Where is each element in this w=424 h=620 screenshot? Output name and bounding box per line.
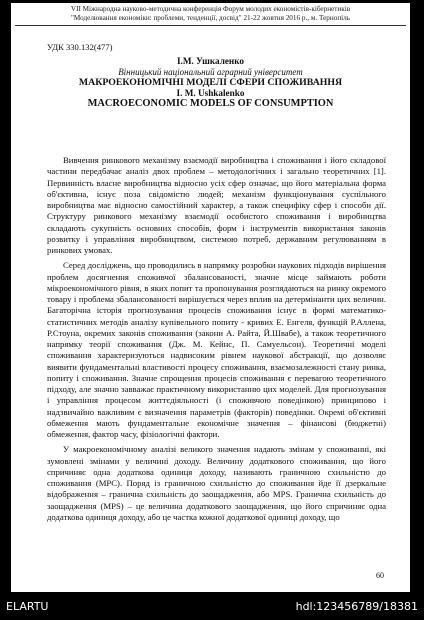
title-block — [47, 56, 374, 110]
institution: Вінницький національний аграрний університет — [118, 66, 303, 77]
author-en: I. M. Ushkalenko — [176, 88, 245, 99]
header-line-1: VII Міжнародна науково-методична конференція Форум молодих економістів-кібернетиків — [70, 5, 351, 13]
paragraph-2: Серед досліджень, що проводились в напрямку розробки наукових підходів вирішення проблем досягнення споживчої збалансованості, значне місце займають роботи мікроекономічного рівня, в яких попит та пропонування розглядаються на ринку окремого товару і проблема збалансованості вирішується через вплив на детермінанти цих величин. Багаторічна історія прогнозування процесів споживання існує в формі математико-статистичних методів аналізу купівельного попиту - кривих Е. Енгеля, функцій Р.Аллена, Р.Стоуна, окремих законів споживання (закони А. Райта, Й.Швабе), а також теоретичного напрямку теорії споживання (Дж. М. Кейнс, П. Самуельсон). Теоретичні моделі споживання характеризуються надвисоким рівнем наукової абстракції, що дозволяє виявити фундаментальні властивості процесу споживання, взаємозалежності стану ринка, попиту і споживання. Значне спрощення процесів споживання є перевагою теоретичного підходу, але значно завважає практичному використанню цих моделей. Для прогнозування і управління процесом життєдіяльності (і споживчою поведінкою) принципово і надзвичайно важливим є визначення параметрів (факторів) поведінки. Окремі об'єктивні обмеження мають фундаментальне економічне значення – фінансові (бюджетні) обмеження, фактор часу, фізіологічні фактори. — [47, 260, 386, 439]
author-ua: І.М. Ушкаленко — [176, 56, 244, 66]
article-body — [47, 155, 386, 523]
header-divider — [15, 25, 406, 26]
title-ua: МАКРОЕКОНОМІЧНІ МОДЕЛІ СФЕРИ СПОЖИВАННЯ — [78, 76, 343, 88]
handle-id: hdl:123456789/18381 — [295, 600, 418, 613]
document-page — [11, 3, 410, 592]
paragraph-1: Вивчення ринкового механізму взаємодії виробництва і споживання і його складової частини передбачає аналіз двох проблем – методологічних і загально теоретичних [1]. Первинність власне виробництва відносно усіх сфер означає, що його матеріальна форма об'єктивна, існує поза свідомістю людей; механізм функціонування суспільного виробництва має відносно самостійний характер, а також специфіку сфер і способи дії. Структуру ринкового механізму взаємодії особистого споживання і виробництва складають сукупність основних способів, форм і інструментів використання законів розвитку і управління виробництвом, системою потреб, державним регулюванням в ринкових умовах. — [47, 155, 386, 255]
conference-header — [11, 5, 410, 22]
repository-name: ELARTU — [6, 600, 49, 613]
header-line-2: "Моделювання економіки: проблеми, тенденції, досвід" 21-22 жовтня 2016 р., м. Тернопіль — [70, 13, 351, 22]
paragraph-3: У макроекономічному аналізі великого значення надають змінам у споживанні, які зумовлені змінами у величині доходу. Величину додаткового споживання, що його спричиняє одна додаткова одиниця доходу, називають граничною схильністю до споживання (MPC). Поряд із граничною схильністю до споживання йде її дзеркальне відображення – гранична схильність до заощадження, або MPS. Гранична схильність до заощадження (MPS) – це величина додаткового заощадження, що його спричиняє одна додаткова одиниця доходу, або це частка кожної додаткової одиниці доходу, що — [47, 444, 386, 522]
page-number: 60 — [376, 571, 384, 580]
title-en: MACROECONOMIC MODELS OF CONSUMPTION — [87, 98, 334, 110]
udk-code: УДК 330.132(477) — [47, 42, 113, 52]
